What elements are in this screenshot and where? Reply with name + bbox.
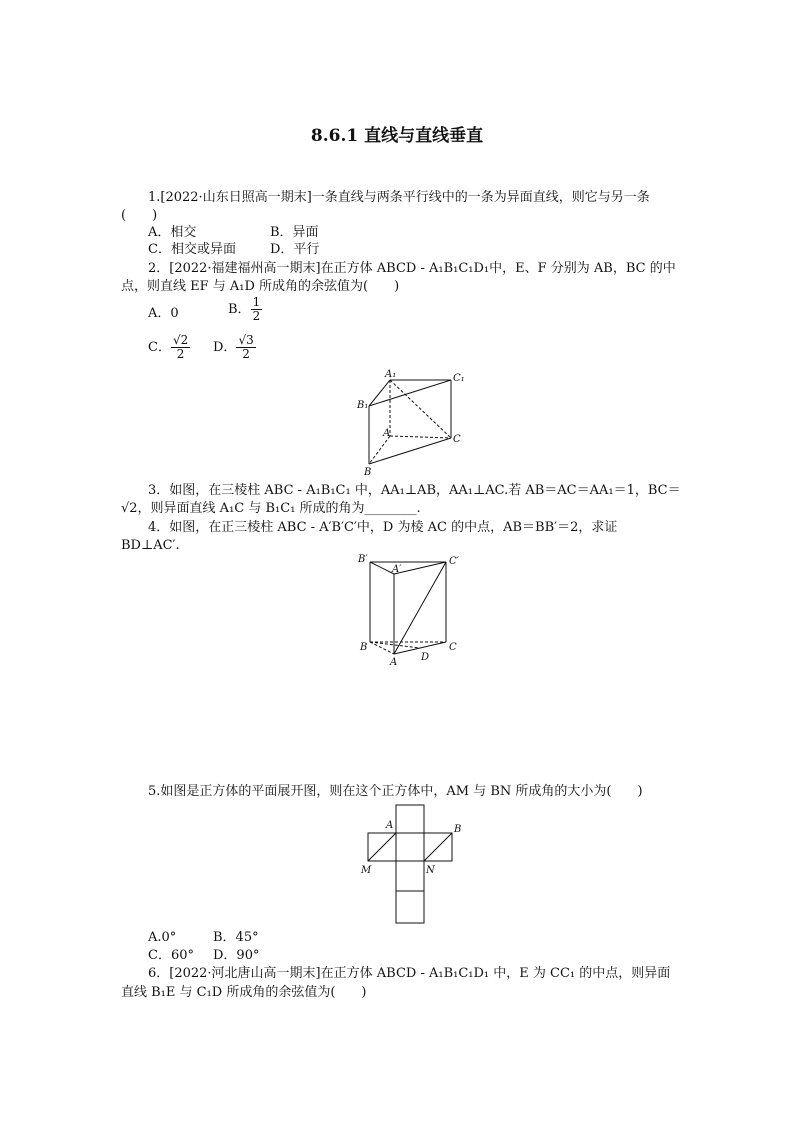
fig2-label-b-prime: B′ (358, 554, 368, 565)
page-title: 8.6.1 直线与直线垂直 (310, 126, 484, 146)
q6-line1: 6．[2022·河北唐山高一期末]在正方体 ABCD - A₁B₁C₁D₁ 中，E 为 CC₁ 的中点，则异面 (148, 966, 671, 981)
fig2-label-a-prime: A′ (392, 564, 402, 575)
fig1-label-a: A (383, 428, 391, 439)
q1-line1: 1.[2022·山东日照高一期末]一条直线与两条平行线中的一条为异面直线，则它与另一条 (148, 190, 650, 205)
fig2-label-a: A (390, 657, 398, 668)
fig2-label-c: C (449, 642, 457, 653)
fig3-label-b: B (454, 824, 462, 835)
q5-option-c: C．60° (148, 948, 194, 963)
fig3-label-a: A (386, 820, 394, 831)
q5-line1: 5.如图是正方体的平面展开图，则在这个正方体中，AM 与 BN 所成角的大小为( ) (148, 784, 643, 799)
q2-option-b-fraction (251, 296, 263, 323)
q2-option-c-numerator: √2 (172, 333, 189, 347)
fig2-label-c-prime: C′ (449, 556, 459, 567)
q2-option-d-numerator: √3 (238, 333, 254, 347)
q2-option-d (213, 334, 256, 361)
fig3-label-n: N (426, 865, 435, 876)
q3-line2: √2，则异面直线 A₁C 与 B₁C₁ 所成的角为________. (121, 501, 421, 516)
q2-option-d-fraction (236, 334, 255, 361)
cube-net-figure (355, 803, 470, 928)
prism-figure-1 (355, 368, 475, 478)
q4-line1: 4．如图，在正三棱柱 ABC - A′B′C′中，D 为棱 AC 的中点，AB＝BB′＝2，求证 (148, 520, 618, 535)
q4-line2: BD⊥AC′. (121, 538, 180, 553)
fig1-label-b1: B₁ (357, 400, 369, 411)
q2-line2: 点，则直线 EF 与 A₁D 所成角的余弦值为( ) (121, 279, 400, 294)
fig3-label-m: M (361, 865, 372, 876)
q2-line1: 2．[2022·福建福州高一期末]在正方体 ABCD - A₁B₁C₁D₁中，E、F 分别为 AB，BC 的中 (148, 261, 676, 276)
q1-line2: ( ) (121, 208, 158, 223)
q2-option-c-label: C． (148, 340, 171, 355)
fig1-label-c: C (453, 434, 461, 445)
q2-option-d-denominator: 2 (242, 347, 250, 361)
q2-option-c-denominator: 2 (176, 347, 185, 361)
fig1-label-a1: A₁ (385, 369, 397, 380)
q2-option-a: A．0 (148, 306, 179, 321)
fig1-label-c1: C₁ (453, 373, 465, 384)
q2-option-c-fraction (171, 334, 190, 361)
q2-option-b-denominator: 2 (252, 309, 261, 323)
q1-option-b: B．异面 (270, 225, 319, 240)
fig1-label-b: B (364, 467, 372, 478)
q6-line2: 直线 B₁E 与 C₁D 所成角的余弦值为( ) (121, 985, 367, 1000)
q2-option-d-label: D． (213, 340, 237, 355)
fig2-label-d: D (421, 652, 430, 663)
q2-option-b-label: B． (228, 302, 251, 317)
prism-figure-2 (358, 554, 468, 669)
q1-option-c: C．相交或异面 (148, 242, 236, 257)
q5-option-d: D．90° (213, 948, 260, 963)
q1-option-a: A．相交 (148, 225, 197, 240)
fig2-label-b: B (360, 642, 368, 653)
q5-option-b: B．45° (213, 930, 259, 945)
q2-option-b (228, 296, 262, 323)
q2-option-c (148, 334, 190, 361)
q1-option-d: D．平行 (270, 242, 320, 257)
q5-option-a: A.0° (148, 930, 177, 945)
q2-option-b-numerator: 1 (252, 295, 261, 309)
q3-line1: 3．如图，在三棱柱 ABC - A₁B₁C₁ 中，AA₁⊥AB，AA₁⊥AC.若 AB＝AC＝AA₁＝1，BC＝ (148, 483, 681, 498)
